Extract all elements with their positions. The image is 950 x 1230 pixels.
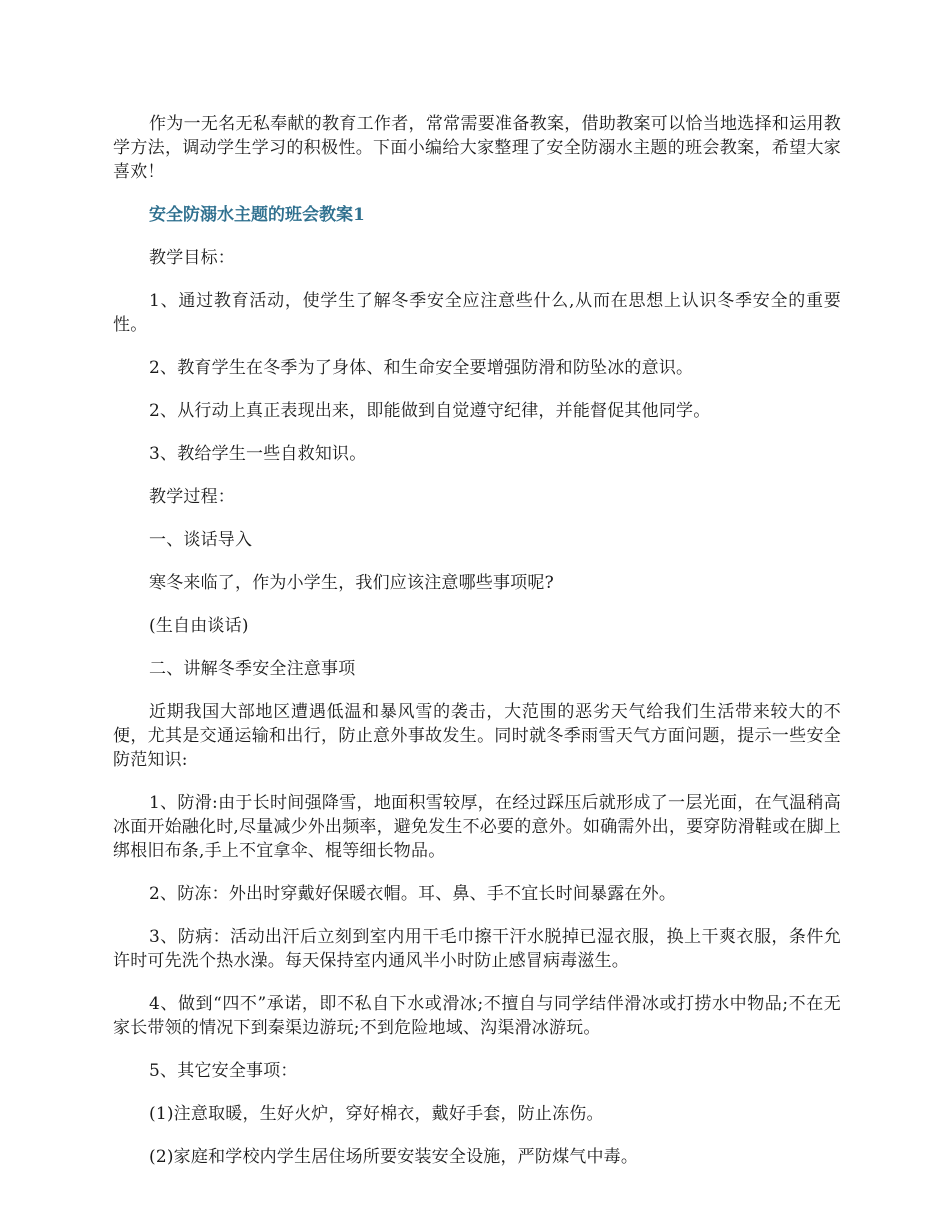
paragraph-step-2: 二、讲解冬季安全注意事项 [149,659,356,679]
paragraph-anti-freeze: 2、防冻：外出时穿戴好保暖衣帽。耳、鼻、手不宜长时间暴露在外。 [149,884,677,904]
paragraph-objective-3: 3、教给学生一些自救知识。 [149,444,367,464]
paragraph-four-nots: 4、做到“四不”承诺，即不私自下水或滑冰;不擅自与同学结伴滑冰或打捞水中物品;不在无家长带领的情况下到秦渠边游玩;不到危险地域、沟渠滑冰游玩。 [113,994,841,1038]
intro-paragraph: 作为一无名无私奉献的教育工作者，常常需要准备教案，借助教案可以恰当地选择和运用教学方法，调动学生学习的积极性。下面小编给大家整理了安全防溺水主题的班会教案，希望大家喜欢！ [113,114,841,182]
paragraph-anti-slip: 1、防滑:由于长时间强降雪，地面积雪较厚，在经过踩压后就形成了一层光面，在气温稍高冰面开始融化时,尽量减少外出频率，避免发生不必要的意外。如确需外出，要穿防滑鞋或在脚上绑根旧布条,手上不宜拿伞、棍等细长物品。 [113,793,842,861]
paragraph-objective-1: 1、通过教育活动，使学生了解冬季安全应注意些什么,从而在思想上认识冬季安全的重要性。 [113,291,841,335]
paragraph-objective-2: 2、教育学生在冬季为了身体、和生命安全要增强防滑和防坠冰的意识。 [149,358,694,378]
paragraph-other-safety: 5、其它安全事项： [149,1061,298,1081]
paragraph-question: 寒冬来临了，作为小学生，我们应该注意哪些事项呢? [149,573,554,593]
paragraph-anti-illness: 3、防病：活动出汗后立刻到室内用干毛巾擦干汗水脱掉已湿衣服，换上干爽衣服，条件允许时可先洗个热水澡。每天保持室内通风半小时防止感冒病毒滋生。 [113,927,841,971]
paragraph-process-label: 教学过程： [149,487,235,507]
paragraph-objectives-label: 教学目标： [149,248,235,268]
paragraph-gas-safety: (2)家庭和学校内学生居住场所要安装安全设施，严防煤气中毒。 [149,1147,639,1167]
paragraph-keep-warm: (1)注意取暖，生好火炉，穿好棉衣，戴好手套，防止冻伤。 [149,1104,604,1124]
paragraph-objective-2b: 2、从行动上真正表现出来，即能做到自觉遵守纪律，并能督促其他同学。 [149,401,711,421]
paragraph-step-1: 一、谈话导入 [149,530,253,550]
paragraph-weather-intro: 近期我国大部地区遭遇低温和暴风雪的袭击，大范围的恶劣天气给我们生活带来较大的不便，尤其是交通运输和出行，防止意外事故发生。同时就冬季雨雪天气方面问题，提示一些安全防范知识: [113,702,841,770]
paragraph-free-talk: (生自由谈话) [149,616,249,636]
document-page [113,112,841,1188]
section-title: 安全防溺水主题的班会教案1 [149,205,365,225]
